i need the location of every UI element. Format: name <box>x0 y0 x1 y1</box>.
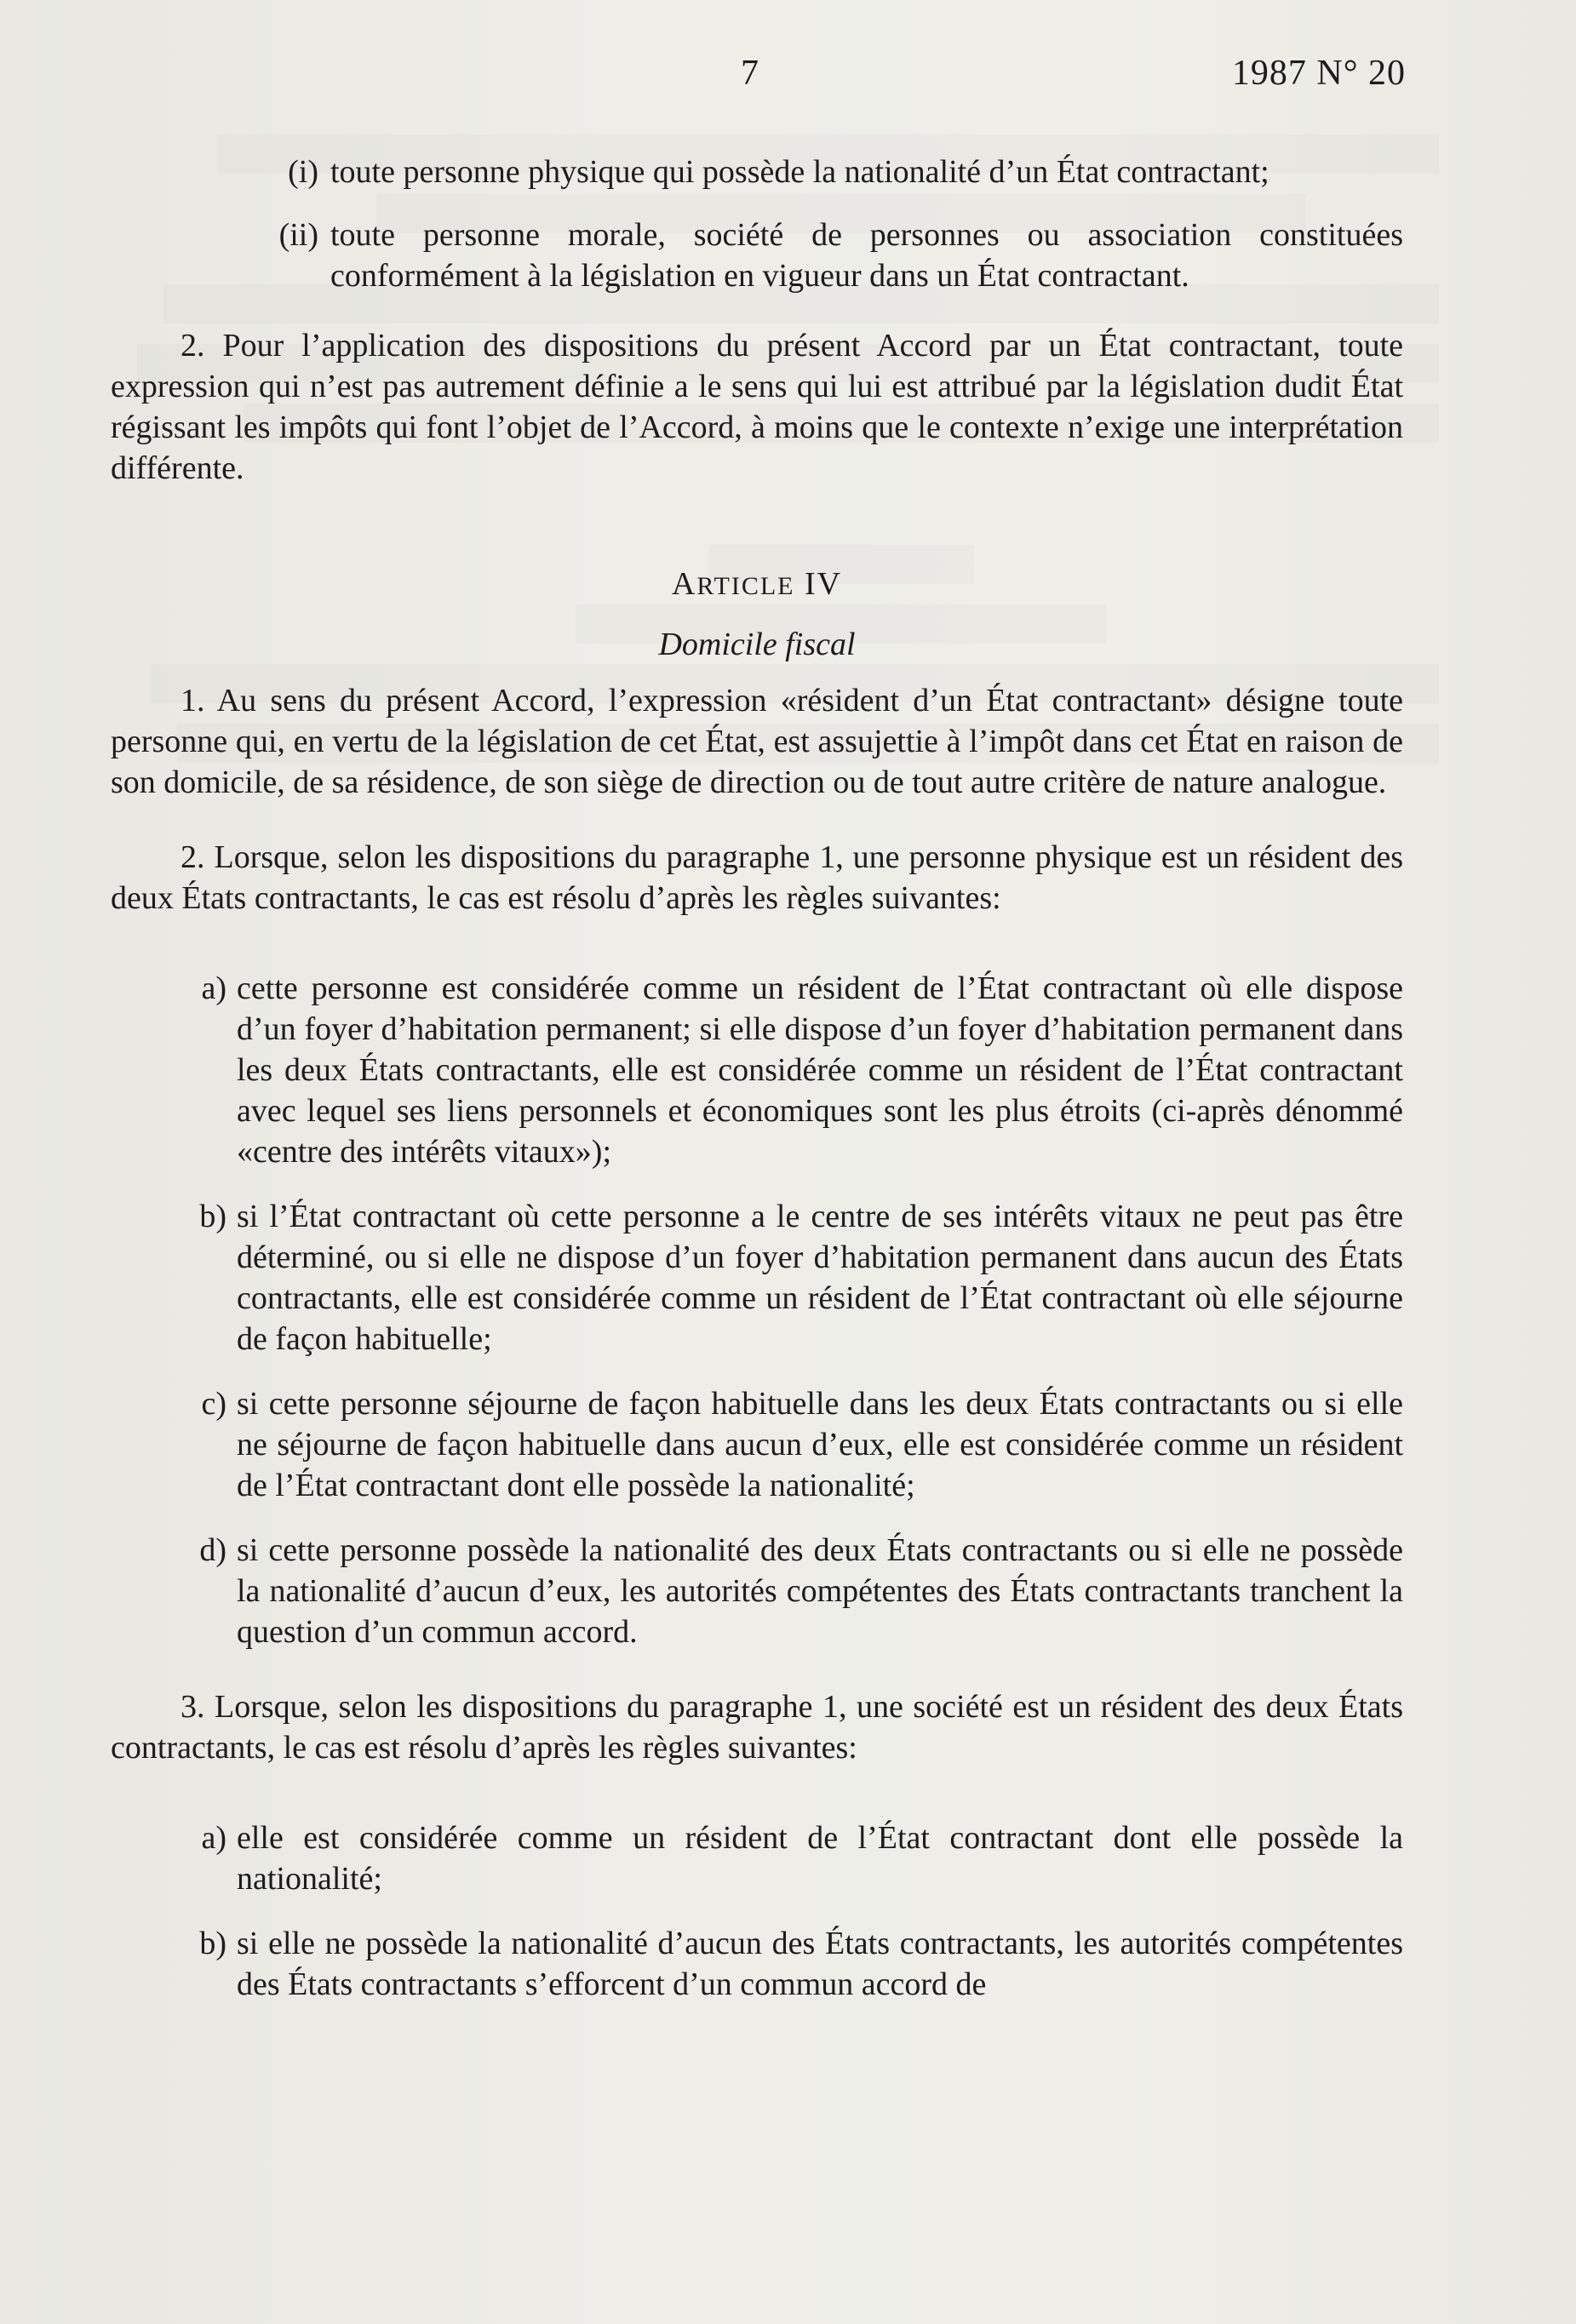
list-item-text: elle est considérée comme un résident de l’État contractant dont elle possède la nationalité; <box>237 1820 1403 1897</box>
page-header <box>0 53 1576 100</box>
rules-list-company <box>111 1817 1403 2005</box>
body-text <box>111 152 1403 2039</box>
article-heading <box>111 564 1403 607</box>
list-item <box>111 215 1403 296</box>
list-item <box>111 1383 1403 1506</box>
list-item-text: si cette personne possède la nationalité des deux États contractants ou si elle ne possède la nationalité d’aucun d’eux, les autorités compétentes des États contractants tranchent la question d’un commun accord. <box>237 1532 1403 1650</box>
list-item <box>111 1817 1403 1899</box>
list-item <box>111 1923 1403 2005</box>
paragraph: 2. Lorsque, selon les dispositions du paragraphe 1, une personne physique est un résident des deux États contractants, le cas est résolu d’après les règles suivantes: <box>111 839 1403 916</box>
definition-list <box>111 152 1403 296</box>
page-number: 7 <box>741 54 759 93</box>
list-item <box>111 1530 1403 1652</box>
list-item-label: d) <box>199 1532 226 1568</box>
list-item-label: b) <box>199 1199 226 1234</box>
list-item-text: toute personne physique qui possède la nationalité d’un État contractant; <box>330 154 1269 190</box>
list-item <box>111 968 1403 1172</box>
list-item-text: cette personne est considérée comme un résident de l’État contractant où elle dispose d’un foyer d’habitation permanent; si elle dispose d’un foyer d’habitation permanent dans les deux États contractants, elle est considérée comme un résident de l’État contractant avec lequel ses liens personnels et économiques sont les plus étroits (ci-après dénommé «centre des intérêts vitaux»); <box>237 970 1403 1170</box>
paragraph: 2. Pour l’application des dispositions du présent Accord par un État contractant, toute expression qui n’est pas autrement définie a le sens qui lui est attribué par la législation dudit État régissant les impôts qui font l’objet de l’Accord, à moins que le contexte n’exige une interprétation différente. <box>111 328 1403 486</box>
rules-list-individual <box>111 968 1403 1652</box>
list-item-text: si l’État contractant où cette personne a le centre de ses intérêts vitaux ne peut pas être déterminé, ou si elle ne dispose d’un foyer d’habitation permanent dans aucun des États contractants, elle est considérée comme un résident de l’État contractant où elle séjourne de façon habituelle; <box>237 1199 1403 1357</box>
list-item-label: (i) <box>288 154 318 190</box>
list-item-label: c) <box>201 1386 226 1422</box>
article-heading-rest: RTICLE <box>696 572 795 600</box>
list-item <box>111 1196 1403 1359</box>
list-item-label: a) <box>201 1820 226 1856</box>
article-heading-initial: A <box>671 566 697 602</box>
list-item-label: (ii) <box>278 217 318 253</box>
list-item-text: toute personne morale, société de personnes ou association constituées conformément à la législation en vigueur dans un État contractant. <box>330 217 1403 294</box>
list-item-label: a) <box>201 970 226 1006</box>
document-reference: 1987 N° 20 <box>1231 54 1406 93</box>
list-item-text: si cette personne séjourne de façon habituelle dans les deux États contractants ou si elle ne séjourne de façon habituelle dans aucun d’eux, elle est considérée comme un résident de l’État contractant dont elle possède la nationalité; <box>237 1386 1403 1503</box>
list-item-label: b) <box>199 1926 226 1961</box>
paragraph: 1. Au sens du présent Accord, l’expression «résident d’un État contractant» désigne toute personne qui, en vertu de la législation de cet État, est assujettie à l’impôt dans cet État en raison de son domicile, de sa résidence, de son siège de direction ou de tout autre critère de nature analogue. <box>111 683 1403 800</box>
paragraph: 3. Lorsque, selon les dispositions du paragraphe 1, une société est un résident des deux États contractants, le cas est résolu d’après les règles suivantes: <box>111 1689 1403 1766</box>
list-item <box>111 152 1403 192</box>
list-item-text: si elle ne possède la nationalité d’aucun des États contractants, les autorités compétentes des États contractants s’efforcent d’un commun accord de <box>237 1926 1403 2002</box>
article-number: IV <box>805 566 843 602</box>
article-subtitle: Domicile fiscal <box>658 627 856 662</box>
